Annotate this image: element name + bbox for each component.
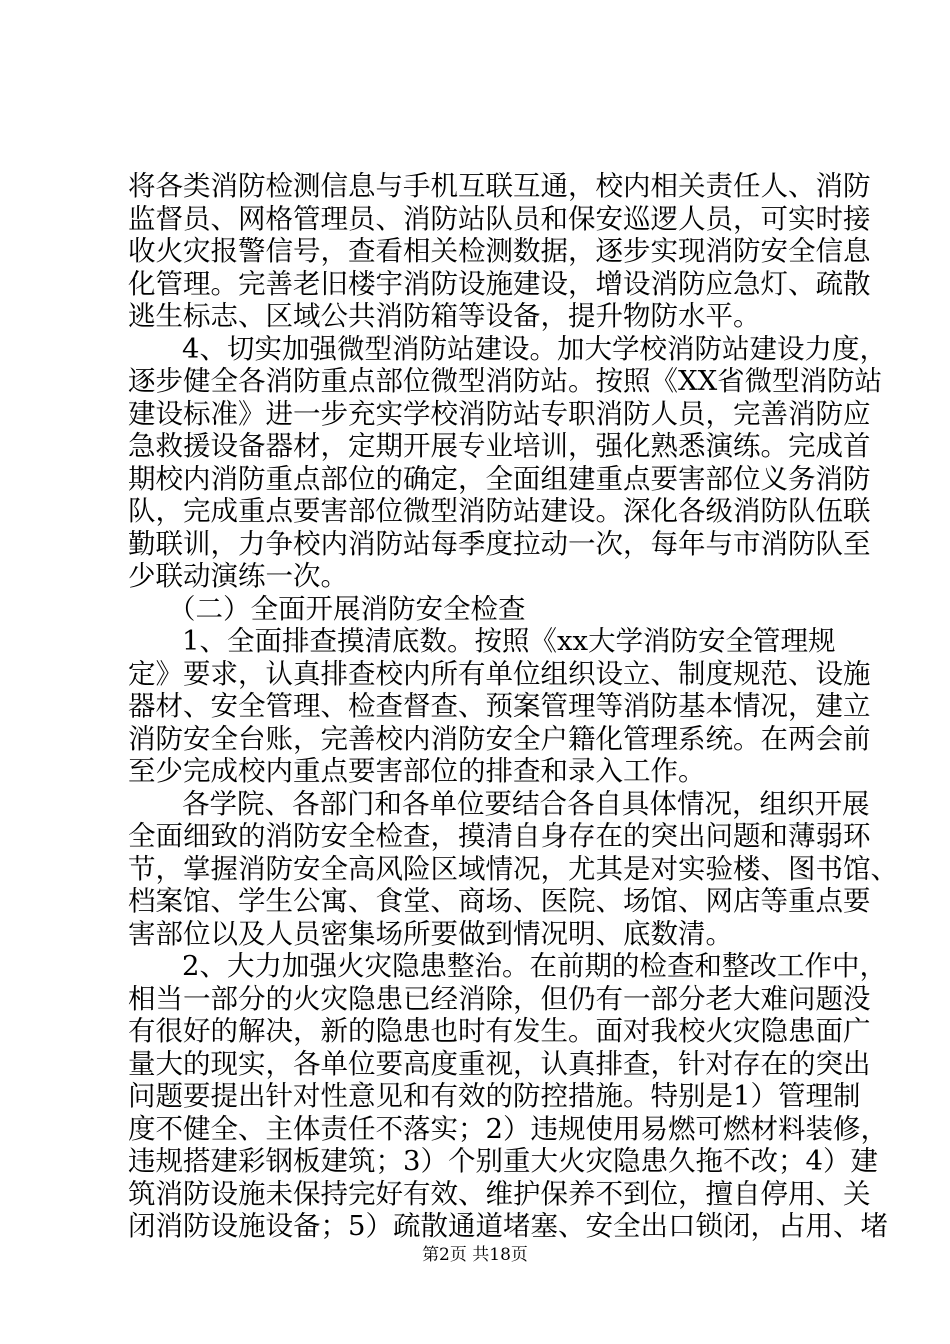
text-line: 定》要求，认真排查校内所有单位组织设立、制度规范、设施: [128, 657, 871, 690]
text-line: 急救援设备器材，定期开展专业培训，强化熟悉演练。完成首: [128, 430, 871, 462]
text-line: 至少完成校内重点要害部位的排查和录入工作。: [128, 755, 706, 787]
text-line: 监督员、网格管理员、消防站队员和保安巡逻人员，可实时接: [128, 202, 871, 235]
document-body: [128, 170, 898, 1243]
text-line: 闭消防设施设备；5）疏散通道堵塞、安全出口锁闭，占用、堵: [128, 1210, 888, 1242]
text-line: 勤联训，力争校内消防站每季度拉动一次，每年与市消防队至: [128, 527, 871, 560]
text-line: 将各类消防检测信息与手机互联互通，校内相关责任人、消防: [128, 170, 871, 202]
text-line: 消防安全台账，完善校内消防安全户籍化管理系统。在两会前: [128, 722, 871, 755]
text-line: 少联动演练一次。: [128, 560, 348, 592]
text-line: 器材、安全管理、检查督查、预案管理等消防基本情况，建立: [128, 690, 871, 722]
text-line: 违规搭建彩钢板建筑；3）个别重大火灾隐患久拖不改；4）建: [128, 1145, 878, 1177]
text-line: 化管理。完善老旧楼宇消防设施建设，增设消防应急灯、疏散: [128, 267, 871, 300]
text-line: 逐步健全各消防重点部位微型消防站。按照《XX省微型消防站: [128, 365, 883, 397]
text-line: 逃生标志、区域公共消防箱等设备，提升物防水平。: [128, 300, 761, 332]
text-line: 相当一部分的火灾隐患已经消除，但仍有一部分老大难问题没: [128, 982, 871, 1015]
text-line: 有很好的解决，新的隐患也时有发生。面对我校火灾隐患面广: [128, 1015, 871, 1047]
text-line: 问题要提出针对性意见和有效的防控措施。特别是1）管理制: [128, 1080, 861, 1112]
text-line: 全面细致的消防安全检查，摸清自身存在的突出问题和薄弱环: [128, 820, 871, 852]
text-line: 害部位以及人员密集场所要做到情况明、底数清。: [128, 917, 733, 950]
paragraph-start-line: 各学院、各部门和各单位要结合各自具体情况，组织开展: [182, 787, 870, 820]
page-number-footer: 第2页 共18页: [422, 1245, 528, 1265]
text-line: 收火灾报警信号，查看相关检测数据，逐步实现消防安全信息: [128, 235, 871, 267]
text-line: 筑消防设施未保持完好有效、维护保养不到位，擅自停用、关: [128, 1177, 871, 1210]
text-line: 量大的现实，各单位要高度重视，认真排查，针对存在的突出: [128, 1047, 871, 1080]
paragraph-start-line: 2、大力加强火灾隐患整治。在前期的检查和整改工作中，: [182, 950, 887, 982]
text-line: 建设标准》进一步充实学校消防站专职消防人员，完善消防应: [128, 397, 871, 430]
section-heading: （二）全面开展消防安全检查: [168, 592, 526, 625]
paragraph-start-line: 1、全面排查摸清底数。按照《xx大学消防安全管理规: [182, 625, 836, 657]
text-line: 档案馆、学生公寓、食堂、商场、医院、场馆、网店等重点要: [128, 885, 871, 917]
text-line: 队，完成重点要害部位微型消防站建设。深化各级消防队伍联: [128, 495, 871, 527]
text-line: 期校内消防重点部位的确定，全面组建重点要害部位义务消防: [128, 462, 871, 495]
text-line: 节，掌握消防安全高风险区域情况，尤其是对实验楼、图书馆、: [128, 852, 898, 885]
text-line: 度不健全、主体责任不落实；2）违规使用易燃可燃材料装修，: [128, 1112, 888, 1145]
paragraph-start-line: 4、切实加强微型消防站建设。加大学校消防站建设力度，: [182, 332, 887, 365]
